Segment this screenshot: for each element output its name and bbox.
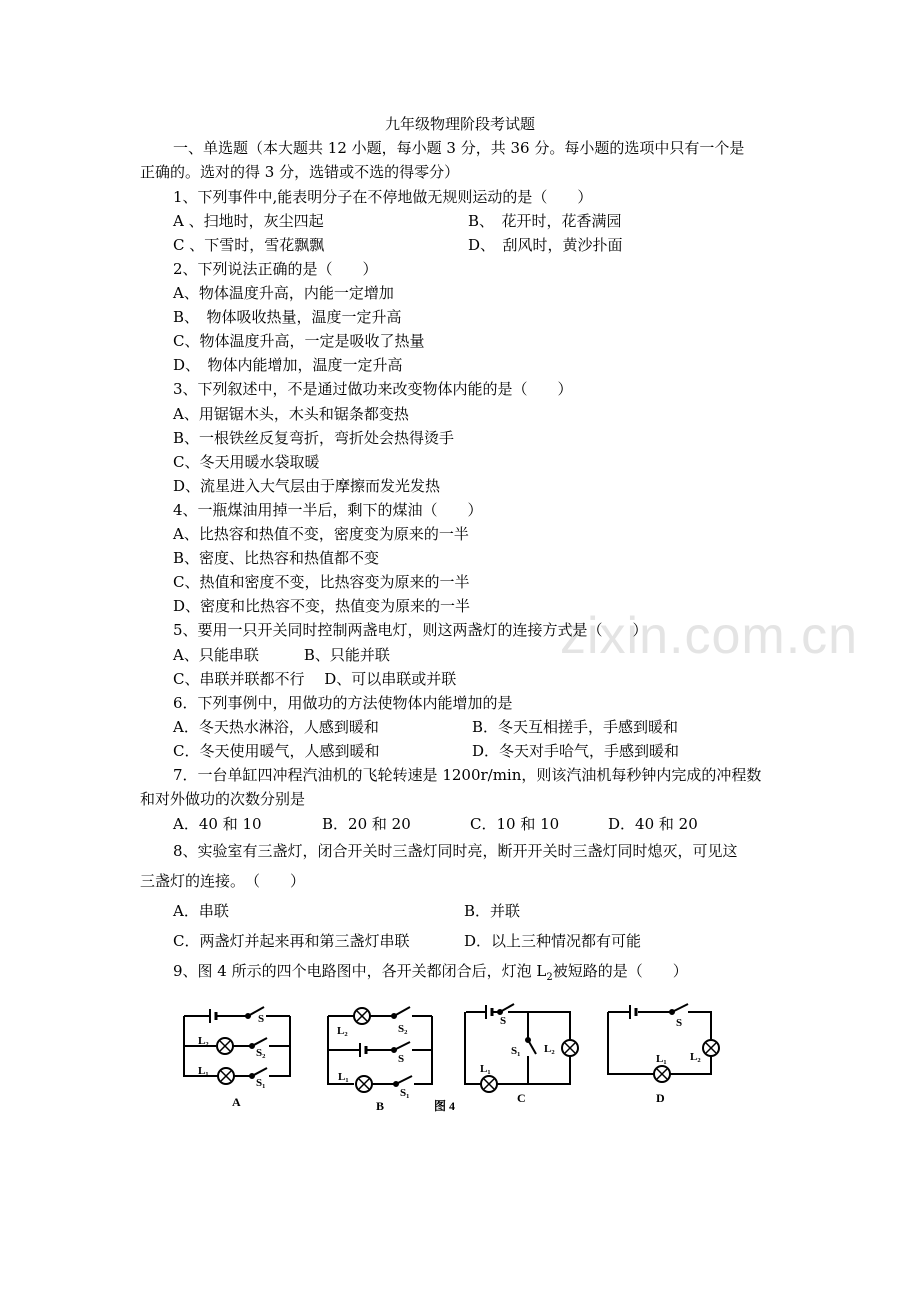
switch-s1 — [252, 1068, 267, 1076]
q8-option-c: C．两盏灯并起来再和第三盏灯串联 — [173, 932, 410, 950]
q7-stem-cont: 和对外做功的次数分别是 — [140, 790, 306, 808]
section-heading-cont: 正确的。选对的得 3 分，选错或不选的得零分） — [140, 163, 460, 181]
label-l2: L₂ — [337, 1025, 348, 1037]
label-l2: L₂ — [198, 1035, 209, 1047]
label-l1: L₁ — [480, 1063, 491, 1075]
label-s: S — [258, 1013, 265, 1025]
label-s1: S₁ — [256, 1077, 266, 1089]
q2-option-a: A、物体温度升高，内能一定增加 — [173, 284, 394, 302]
label-l2: L₂ — [690, 1051, 701, 1063]
q7-option-c: C．10 和 10 — [470, 815, 560, 833]
q6-stem: 6．下列事例中，用做功的方法使物体内能增加的是 — [173, 694, 513, 712]
q4-stem: 4、一瓶煤油用掉一半后，剩下的煤油（ ） — [173, 501, 483, 519]
q5-stem: 5、要用一只开关同时控制两盏电灯，则这两盏灯的连接方式是（ ） — [173, 621, 648, 639]
q3-option-d: D、流星进入大气层由于摩擦而发光发热 — [173, 477, 441, 495]
q2-stem: 2、下列说法正确的是（ ） — [173, 260, 378, 278]
q3-option-c: C、冬天用暖水袋取暖 — [173, 453, 320, 471]
section-heading: 一、单选题（本大题共 12 小题，每小题 3 分，共 36 分。每小题的选项中只有一个是 — [173, 139, 745, 157]
q1-option-d: D、 刮风时，黄沙扑面 — [468, 236, 623, 254]
circuit-label-d: D — [656, 1091, 665, 1105]
q9-stem-subscript: 2 — [546, 972, 553, 983]
q4-option-d: D、密度和比热容不变，热值变为原来的一半 — [173, 597, 471, 615]
page-title: 九年级物理阶段考试题 — [384, 115, 535, 133]
circuit-label-b: B — [376, 1099, 385, 1113]
q6-option-b: B．冬天互相搓手，手感到暖和 — [472, 718, 679, 736]
q4-option-b: B、密度、比热容和热值都不变 — [173, 549, 380, 567]
label-l1: L₁ — [198, 1065, 209, 1077]
switch-s — [394, 1042, 410, 1050]
q8-stem: 8、实验室有三盏灯，闭合开关时三盏灯同时亮，断开开关时三盏灯同时熄灭，可见这 — [173, 842, 738, 860]
q9-stem-text-end: 被短路的是（ ） — [552, 962, 688, 980]
q1-option-b: B、 花开时，花香满园 — [468, 212, 622, 230]
q8-option-a: A．串联 — [173, 902, 229, 920]
q9-stem-text: 9、图 4 所示的四个电路图中，各开关都闭合后，灯泡 L — [173, 962, 547, 980]
q7-option-b: B．20 和 20 — [322, 815, 411, 833]
switch-s2 — [394, 1007, 410, 1016]
label-s: S — [500, 1015, 507, 1027]
q5-options-ab: A、只能串联 B、只能并联 — [173, 646, 390, 664]
figure-caption: 图 4 — [434, 1099, 456, 1113]
switch-s2 — [252, 1038, 267, 1046]
q2-option-b: B、 物体吸收热量，温度一定升高 — [173, 308, 402, 326]
q6-option-c: C．冬天使用暖气，人感到暖和 — [173, 742, 380, 760]
switch-s1 — [528, 1040, 536, 1054]
q3-stem: 3、下列叙述中，不是通过做功来改变物体内能的是（ ） — [173, 380, 573, 398]
circuit-b — [328, 1007, 432, 1113]
q6-option-a: A．冬天热水淋浴，人感到暖和 — [173, 718, 379, 736]
circuit-a — [184, 1007, 290, 1109]
q6-option-d: D．冬天对手哈气，手感到暖和 — [472, 742, 680, 760]
label-s: S — [398, 1053, 405, 1065]
label-s1: S₁ — [511, 1045, 521, 1057]
circuit-c — [465, 1004, 578, 1105]
q4-option-a: A、比热容和热值不变，密度变为原来的一半 — [173, 525, 469, 543]
label-l1: L₁ — [656, 1053, 667, 1065]
switch-s1 — [396, 1076, 412, 1084]
watermark: zixin.com.cn — [560, 607, 859, 665]
q4-option-c: C、热值和密度不变，比热容变为原来的一半 — [173, 573, 470, 591]
q1-option-c: C 、下雪时，雪花飘飘 — [173, 236, 325, 254]
circuit-label-c: C — [517, 1091, 526, 1105]
label-s2: S₂ — [398, 1023, 408, 1035]
q7-option-a: A．40 和 10 — [173, 815, 262, 833]
q1-option-a: A 、扫地时，灰尘四起 — [173, 212, 324, 230]
q7-stem: 7．一台单缸四冲程汽油机的飞轮转速是 1200r/min，则该汽油机每秒钟内完成的冲程数 — [173, 766, 762, 784]
q2-option-c: C、物体温度升高，一定是吸收了热量 — [173, 332, 425, 350]
q1-stem: 1、下列事件中,能表明分子在不停地做无规则运动的是（ ） — [173, 188, 593, 206]
q2-option-d: D、 物体内能增加，温度一定升高 — [173, 356, 403, 374]
q7-option-d: D．40 和 20 — [608, 815, 698, 833]
q3-option-b: B、一根铁丝反复弯折，弯折处会热得烫手 — [173, 429, 455, 447]
label-s1: S₁ — [400, 1087, 410, 1099]
q3-option-a: A、用锯锯木头，木头和锯条都变热 — [173, 405, 409, 423]
figure-4-circuits — [170, 998, 730, 1118]
q9-stem — [173, 962, 688, 987]
q8-option-d: D．以上三种情况都有可能 — [464, 932, 642, 950]
q8-stem-cont: 三盏灯的连接。 （ ） — [140, 872, 306, 890]
circuit-d — [608, 1004, 719, 1105]
label-s2: S₂ — [256, 1047, 266, 1059]
q5-options-cd: C、串联并联都不行 D、可以串联或并联 — [173, 670, 457, 688]
label-l2: L₂ — [544, 1043, 555, 1055]
label-s: S — [676, 1017, 683, 1029]
q8-option-b: B．并联 — [464, 902, 521, 920]
label-l1: L₁ — [338, 1071, 349, 1083]
circuit-label-a: A — [232, 1095, 241, 1109]
